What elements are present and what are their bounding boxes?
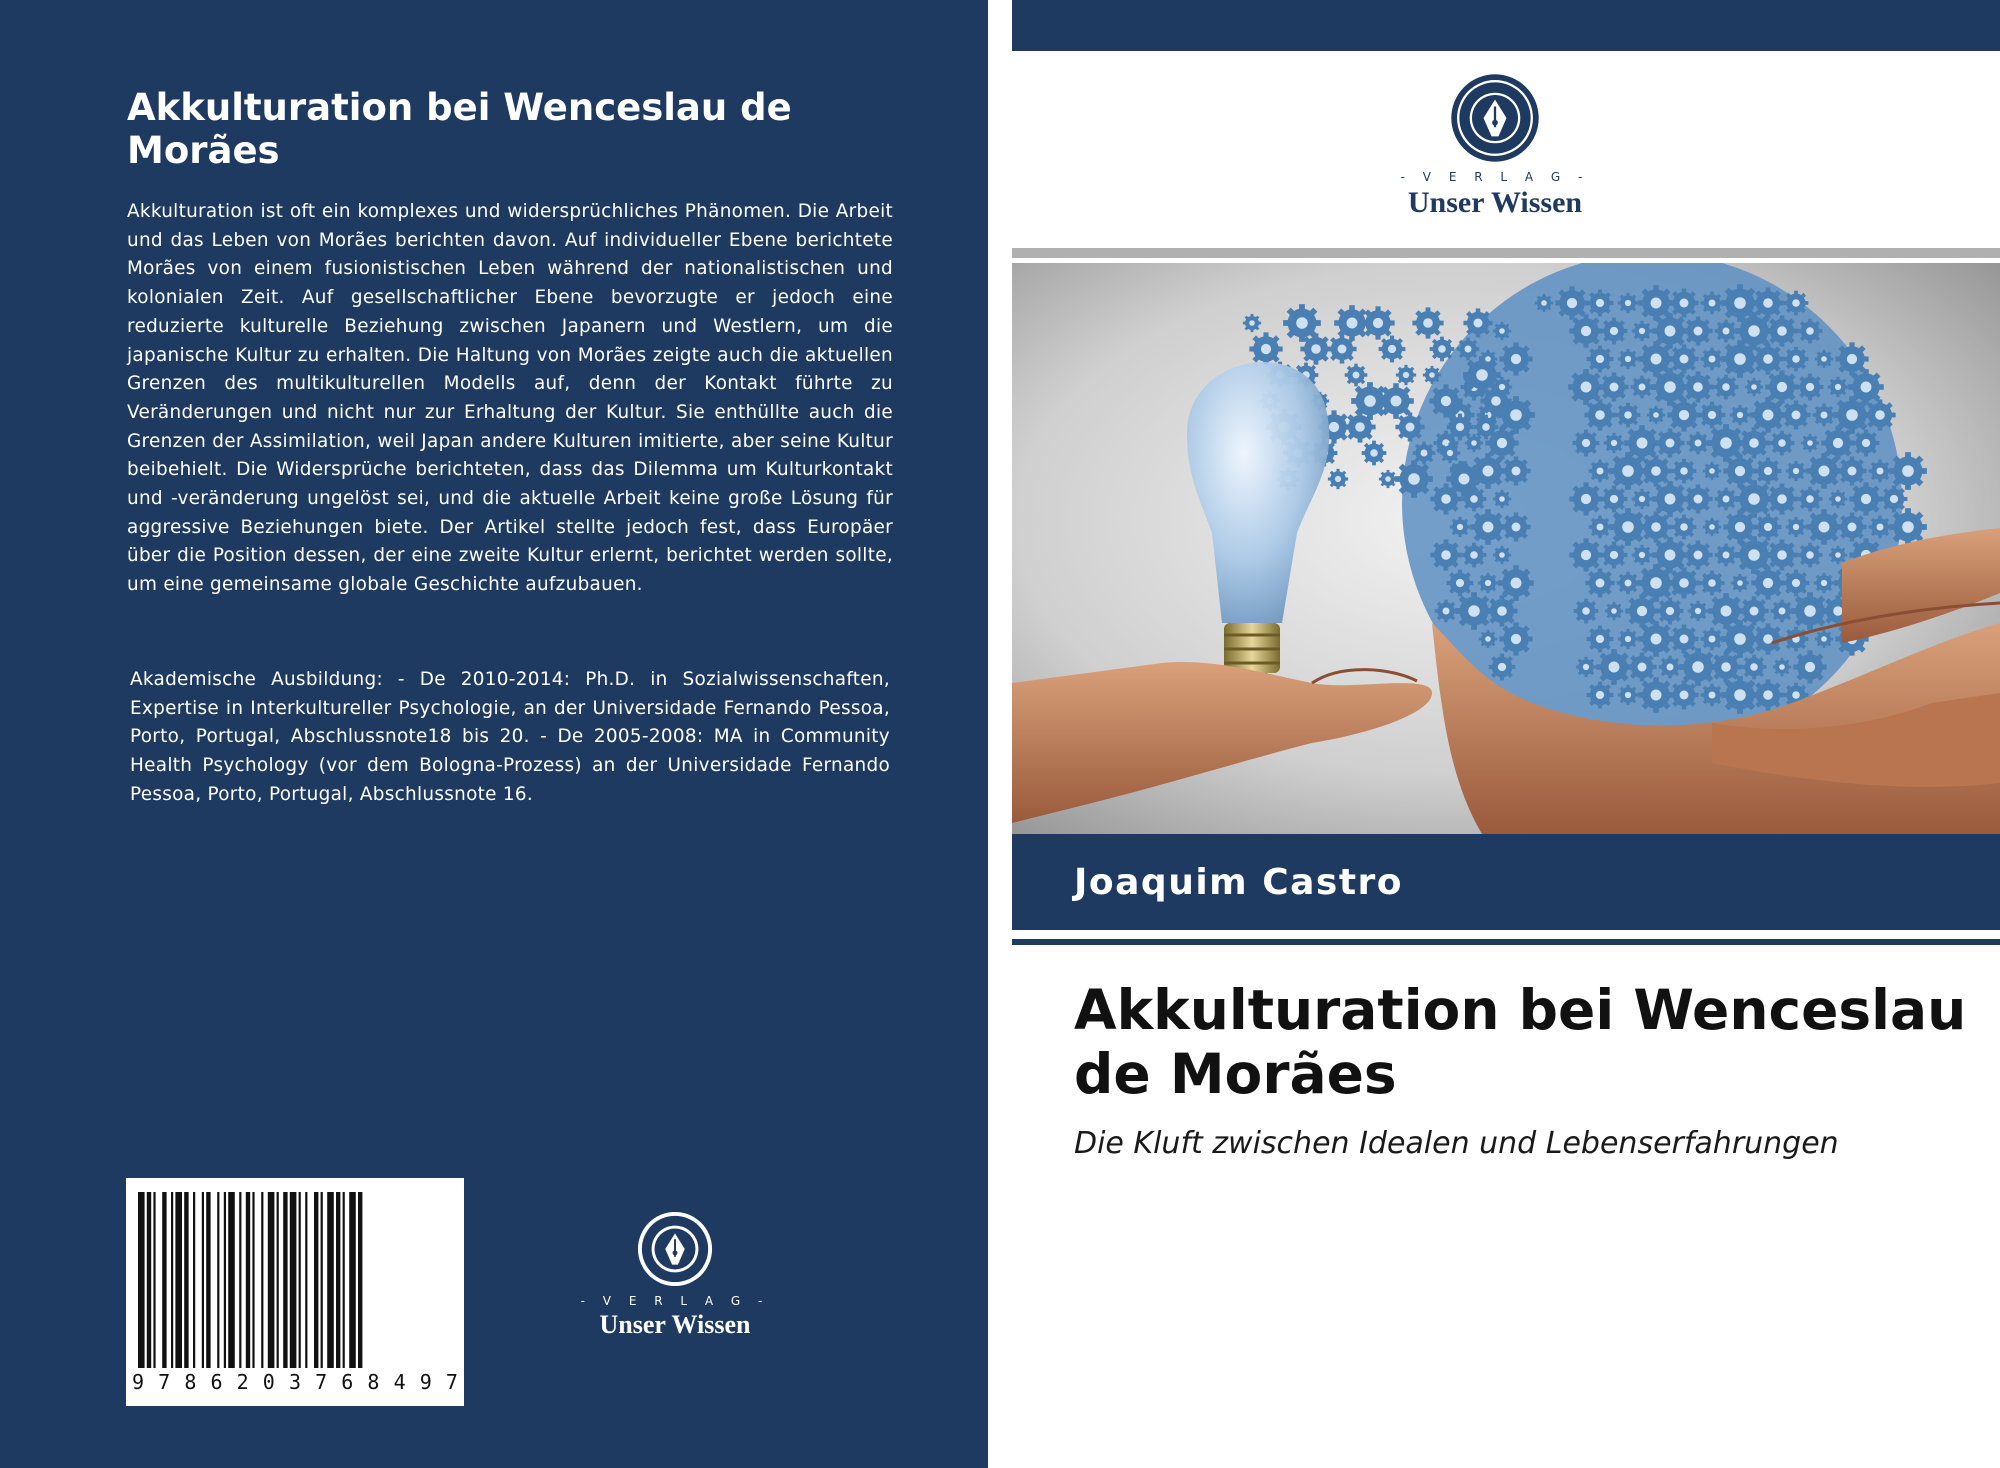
fountain-pen-nib-icon: [636, 1210, 714, 1288]
author-name: Joaquim Castro: [1074, 862, 1404, 903]
barcode-digit: 7: [315, 1370, 328, 1394]
back-cover: [0, 0, 988, 1468]
front-cover-subtitle: Die Kluft zwischen Idealen und Lebenserfahrungen: [1074, 1126, 1839, 1161]
author-bio: Akademische Ausbildung: - De 2010-2014: Ph.D. in Sozialwissenschaften, Expertise in Interkultureller Psychologie, an der Universidade Fernando Pessoa, Porto, Portugal, Abschlussnote18 bis 20. - De 2005-2008: MA in Community Health Psychology (vor dem Bologna-Prozess) an der Universidade Fernando Pessoa, Porto, Portugal, Abschlussnote 16.: [130, 669, 890, 805]
barcode-digit: 4: [393, 1370, 406, 1394]
back-cover-blurb: Akkulturation ist oft ein komplexes und widersprüchliches Phänomen. Die Arbeit und das Leben von Morães berichten davon. Auf individueller Ebene berichtete Morães von einem fusionistischen Leben während der nationalistischen und kolonialen Zeit. Auf gesellschaftlicher Ebene bevorzugte er jedoch eine reduzierte kulturelle Beziehung zwischen Japanern und Westlern, um die japanische Kultur zu erhalten. Die Haltung von Morães zeigte auch die aktuellen Grenzen des multikulturellen Modells auf, denn der Kontakt führte zu Veränderungen und nicht nur zur Erhaltung der Kultur. Sie enthüllte auch die Grenzen der Assimilation, weil Japan andere Kulturen imitierte, aber seine Kultur beibehielt. Die Widersprüche berichteten, dass das Dilemma um Kulturkontakt und -veränderung ungelöst sei, und die aktuelle Arbeit keine große Lösung für aggressive Beziehungen biete. Der Artikel stellte jedoch fest, dass Europäer über die Position dessen, der eine zweite Kultur erlernt, berichtet werden sollte, um eine gemeinsame globale Geschichte aufzubauen.: [127, 201, 893, 596]
back-cover-title: Akkulturation bei Wenceslau de Morães: [127, 86, 792, 172]
isbn-barcode: [126, 1178, 464, 1406]
barcode-digit: 9: [132, 1370, 145, 1394]
verlag-label: - V E R L A G -: [1400, 170, 1590, 184]
barcode-digit: 6: [341, 1370, 354, 1394]
front-publisher-logo: [1380, 72, 1610, 222]
barcode-digit: 7: [445, 1370, 458, 1394]
barcode-digit: 6: [210, 1370, 223, 1394]
lightbulb-gears-hands-image: [1012, 263, 2000, 834]
barcode-digit: 9: [419, 1370, 432, 1394]
barcode-digit: 8: [184, 1370, 197, 1394]
barcode-digits: [126, 1370, 464, 1398]
front-cover-title: Akkulturation bei Wenceslau de Morães: [1074, 978, 1967, 1106]
front-top-bar: [1012, 0, 2000, 51]
author-rule: [1012, 939, 2000, 945]
fountain-pen-nib-icon: [1449, 72, 1541, 164]
back-publisher-logo: [560, 1210, 790, 1360]
publisher-name: Unser Wissen: [1407, 186, 1583, 219]
barcode-digit: 8: [367, 1370, 380, 1394]
front-gray-rule: [1012, 248, 2000, 258]
author-band: [1012, 834, 2000, 930]
barcode-digit: 3: [288, 1370, 301, 1394]
cover-illustration: [1012, 263, 2000, 834]
verlag-label: - V E R L A G -: [580, 1294, 770, 1308]
barcode-digit: 7: [158, 1370, 171, 1394]
publisher-name: Unser Wissen: [599, 1310, 751, 1339]
spine: [988, 0, 1012, 1468]
barcode-digit: 2: [236, 1370, 249, 1394]
barcode-digit: 0: [262, 1370, 275, 1394]
